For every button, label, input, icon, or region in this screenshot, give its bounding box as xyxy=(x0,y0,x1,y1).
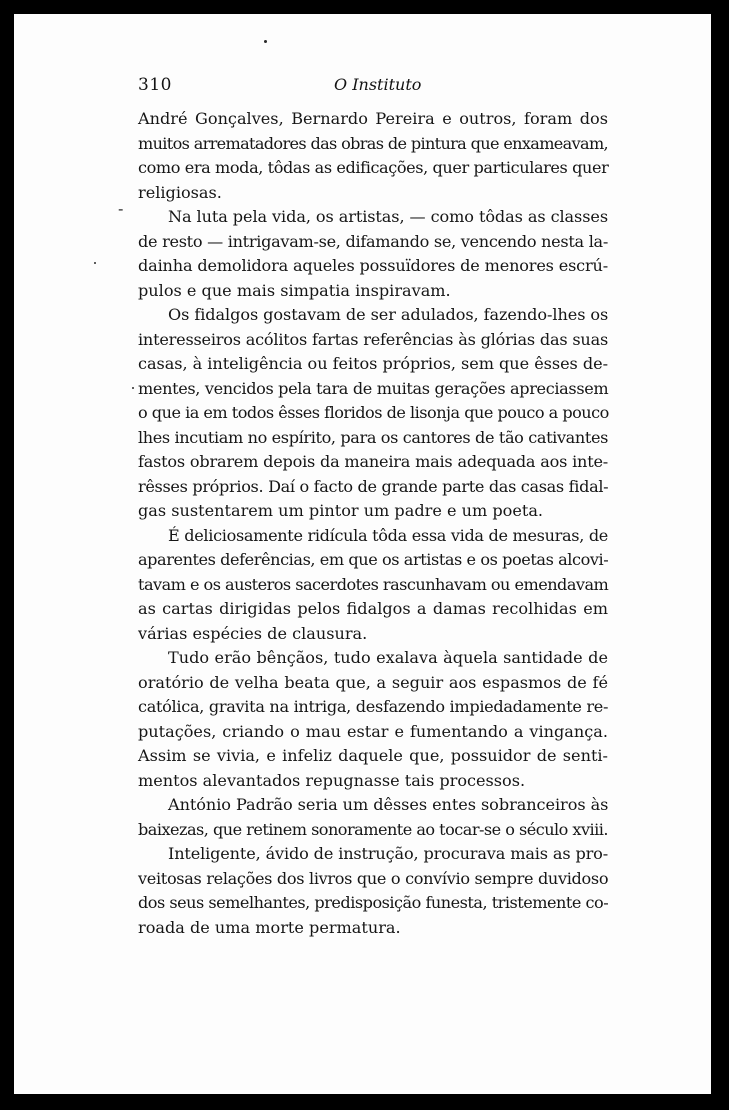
text-line: mentes, vencidos pela tara de muitas gerações apreciassem xyxy=(138,378,609,398)
text-line: oratório de velha beata que, a seguir aos espasmos de fé xyxy=(138,672,608,692)
text-line: tavam e os austeros sacerdotes rascunhavam ou emendavam xyxy=(138,574,609,594)
text-line: católica, gravita na intriga, desfazendo impiedadamente re- xyxy=(138,697,609,716)
paragraph-4 xyxy=(138,524,608,647)
text-line: fastos obrarem depois da maneira mais adequada aos inte- xyxy=(138,452,608,471)
text-line: lhes incutiam no espírito, para os cantores de tão cativantes xyxy=(138,427,608,447)
text-line: religiosas. xyxy=(138,182,222,202)
text-line: as cartas dirigidas pelos fidalgos a damas recolhidas em xyxy=(138,599,608,618)
text-line: o que ia em todos êsses floridos de lisonja que pouco a pouco xyxy=(138,403,609,422)
text-line: várias espécies de clausura. xyxy=(138,623,368,643)
text-line: baixezas, que retinem sonoramente ao tocar-se o século xviii. xyxy=(138,819,608,839)
text-line: É deliciosamente ridícula tôda essa vida de mesuras, de xyxy=(168,525,608,545)
text-line: Inteligente, ávido de instrução, procurava mais as pro- xyxy=(168,844,608,863)
text-line: Na luta pela vida, os artistas, — como tôdas as classes xyxy=(168,207,608,226)
text-line: aparentes deferências, em que os artistas e os poetas alcovi- xyxy=(138,550,609,569)
text-line: como era moda, tôdas as edificações, quer particulares quer xyxy=(138,158,609,177)
text-line: muitos arrematadores das obras de pintura que enxameavam, xyxy=(138,133,608,153)
text-line: António Padrão seria um dêsses entes sobranceiros às xyxy=(168,795,609,814)
paragraph-7 xyxy=(138,842,608,940)
text-line: Os fidalgos gostavam de ser adulados, fazendo-lhes os xyxy=(168,305,609,324)
body-text xyxy=(138,107,608,940)
ink-speck xyxy=(132,387,134,389)
page-header xyxy=(138,62,608,102)
ink-speck xyxy=(264,40,267,43)
text-line: Tudo erão bênçãos, tudo exalava àquela santidade de xyxy=(168,648,608,667)
text-line: Assim se vivia, e infeliz daquele que, possuidor de senti- xyxy=(138,746,608,765)
text-line: dainha demolidora aqueles possuïdores de menores escrú- xyxy=(138,256,609,275)
text-line: pulos e que mais simpatia inspiravam. xyxy=(138,280,451,300)
paragraph-5 xyxy=(138,646,608,793)
text-line: dos seus semelhantes, predisposição funesta, tristemente co- xyxy=(138,893,609,912)
text-line: veitosas relações dos livros que o convívio sempre duvidoso xyxy=(138,868,609,888)
running-title: O Instituto xyxy=(334,75,422,94)
text-line: rêsses próprios. Daí o facto de grande parte das casas fidal- xyxy=(138,476,609,496)
text-line: roada de uma morte permatura. xyxy=(138,917,401,937)
paragraph-3 xyxy=(138,303,608,524)
text-line: casas, à inteligência ou feitos próprios, sem que êsses de- xyxy=(138,354,608,373)
page-number: 310 xyxy=(138,75,172,95)
text-line: André Gonçalves, Bernardo Pereira e outros, foram dos xyxy=(138,109,608,128)
text-line: putações, criando o mau estar e fumentando a vingança. xyxy=(138,721,608,741)
ink-speck xyxy=(94,262,96,264)
text-line: gas sustentarem um pintor um padre e um poeta. xyxy=(138,501,544,520)
paragraph-6 xyxy=(138,793,608,842)
text-line: de resto — intrigavam-se, difamando se, vencendo nesta la- xyxy=(138,231,608,251)
text-line: interesseiros acólitos fartas referências às glórias das suas xyxy=(138,329,608,349)
text-line: mentos alevantados repugnasse tais processos. xyxy=(138,770,526,790)
margin-dash-mark: - xyxy=(118,200,124,218)
paragraph-1 xyxy=(138,107,608,205)
paragraph-2 xyxy=(138,205,608,303)
